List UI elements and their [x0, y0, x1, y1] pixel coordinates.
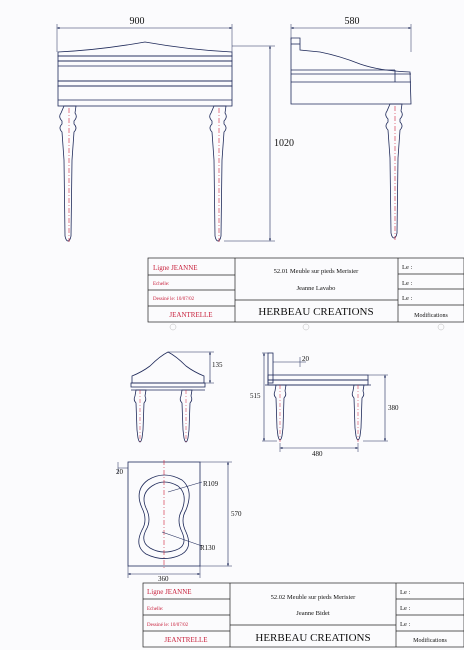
tb2-collection: JEANTRELLE	[164, 636, 208, 644]
tb2-company: HERBEAU CREATIONS	[255, 632, 371, 644]
tb1-drawn: Dessiné le: 10/07/02	[153, 297, 195, 302]
tb2-drawn: Dessiné le: 10/07/02	[147, 623, 189, 628]
tb1-le3: Le :	[402, 295, 413, 302]
dim-height: 1020	[274, 138, 294, 149]
tb1-le2: Le :	[402, 280, 413, 287]
dim-top-offset: 20	[116, 468, 123, 476]
tb2-line: Ligne JEANNE	[147, 588, 192, 596]
front-view-bidet	[131, 352, 214, 443]
tb1-le1: Le :	[402, 264, 413, 271]
side-view-lavabo	[291, 24, 411, 240]
front-view-lavabo	[57, 24, 275, 242]
dim-radius-upper: R109	[203, 480, 219, 488]
tb2-product-ref: 52.02 Meuble sur pieds Merisier	[270, 594, 356, 601]
tb2-le2: Le :	[400, 605, 411, 612]
tb1-collection: JEANTRELLE	[169, 311, 213, 319]
tb2-modifications: Modifications	[413, 638, 447, 644]
tb2-product-name: Jeanne Bidet	[296, 610, 330, 617]
dim-top-width: 360	[158, 575, 169, 583]
dim-top-depth: 570	[231, 510, 242, 518]
title-block-1	[153, 264, 448, 319]
tb1-product-name: Jeanne Lavabo	[296, 285, 336, 292]
tb1-company: HERBEAU CREATIONS	[258, 306, 374, 318]
tb1-line: Ligne JEANNE	[153, 264, 198, 272]
dim-radius-lower: R130	[200, 544, 216, 552]
dim-seat-height: 380	[388, 404, 399, 412]
dim-back-height: 135	[212, 361, 223, 369]
title-block-2	[147, 588, 447, 644]
top-view-bidet	[118, 460, 232, 578]
dim-depth: 580	[344, 16, 360, 27]
dim-rim: 20	[302, 355, 309, 363]
dim-side-height: 515	[250, 392, 261, 400]
tb1-scale: Echelle:	[153, 282, 170, 287]
tb2-le3: Le :	[400, 621, 411, 628]
dim-width: 900	[129, 16, 145, 27]
dim-side-width: 480	[312, 450, 323, 458]
tb2-le1: Le :	[400, 589, 411, 596]
tb1-modifications: Modifications	[414, 313, 448, 319]
tb1-product-ref: 52.01 Meuble sur pieds Merisier	[273, 268, 359, 275]
tb2-scale: Echelle:	[147, 607, 164, 612]
side-view-bidet	[262, 353, 388, 452]
